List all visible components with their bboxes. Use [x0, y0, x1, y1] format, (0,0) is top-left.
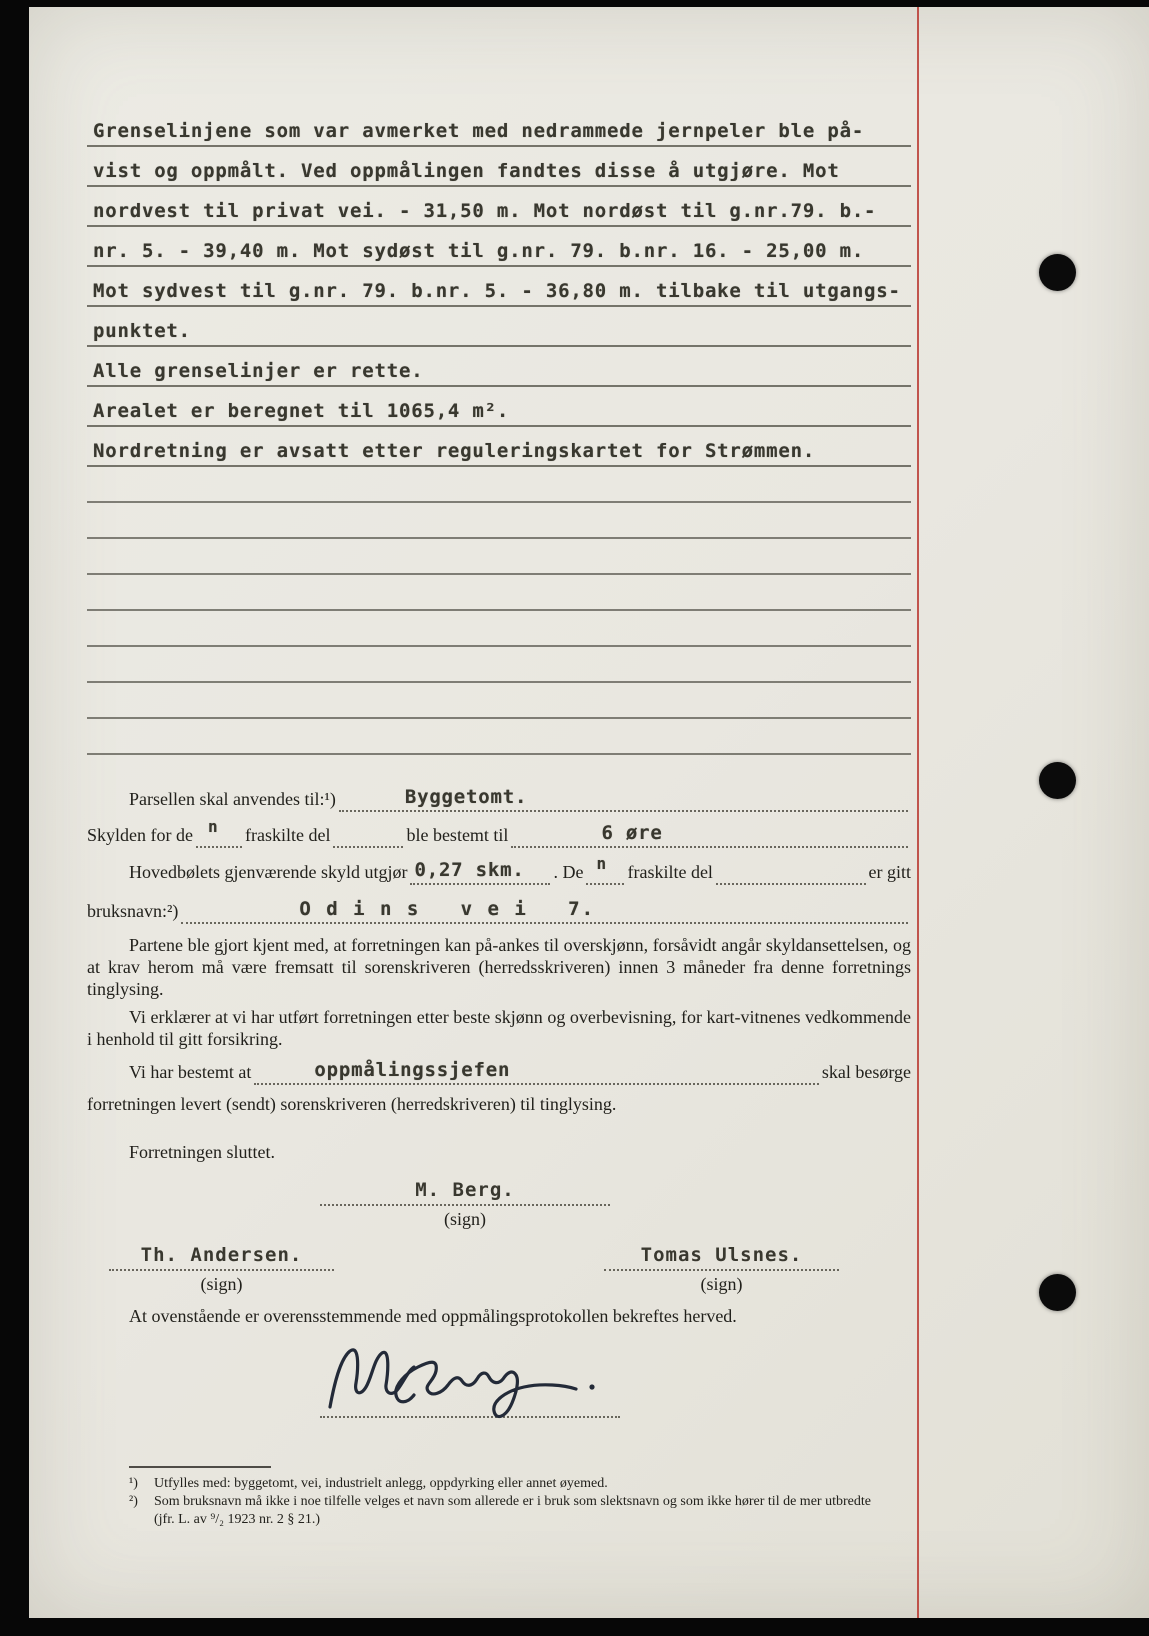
surveyor-signature-block — [320, 1179, 610, 1230]
blank-rule-line — [87, 683, 911, 719]
bestemt-suffix: skal besørge — [821, 1062, 911, 1082]
blank-rule-line — [87, 539, 911, 575]
skyld-mid: fraskilte del — [244, 825, 331, 845]
skyld-prefix: Skylden for de — [87, 825, 193, 845]
bruksnavn-row — [87, 897, 911, 924]
hoved-sup-value: n — [596, 854, 607, 873]
hoved-mid: . De — [553, 862, 584, 882]
handwritten-signature-block — [320, 1329, 620, 1418]
skyld-mid2: ble bestemt til — [406, 825, 509, 845]
footnote-1-text: Utfylles med: byggetomt, vei, industrielt anlegg, oppdyrking eller annet øyemed. — [154, 1476, 608, 1491]
skyld-fill-1 — [333, 821, 403, 848]
skyld-sup-fill — [196, 817, 242, 848]
witness-signature-row — [87, 1244, 911, 1295]
hoved-row — [87, 854, 911, 885]
bestemt-value: oppmålingssjefen — [314, 1059, 511, 1081]
witness-left-block — [109, 1244, 334, 1295]
blank-rule-line — [87, 575, 911, 611]
punch-hole-middle — [1039, 762, 1076, 799]
skyld-row — [87, 817, 911, 848]
handwritten-signature-rule — [320, 1416, 620, 1418]
blank-rule-line — [87, 503, 911, 539]
bruksnavn-label: bruksnavn:²) — [87, 901, 179, 921]
document-content — [87, 107, 911, 1529]
legal-paragraph-1: Partene ble gjort kjent med, at forretningen kan på-ankes til overskjønn, forsåvidt angår skyldansettelsen, og at krav herom må være fremsatt til sorenskriveren (herredsskriveren) innen 3 måneder fra denne forretnings tinglysing. — [87, 935, 911, 999]
purpose-label: Parsellen skal anvendes til:¹) — [129, 789, 336, 809]
footnote-2-text: Som bruksnavn må ikke i noe tilfelle velges et navn som allerede er i bruk som slektsnavn og som ikke hører til de mer utbredte (jfr. L. av ⁹/₂ 1923 nr. 2 § 21.) — [154, 1494, 871, 1527]
footnote-1 — [87, 1475, 887, 1493]
typed-line: Alle grenselinjer er rette. — [87, 347, 911, 387]
blank-rule-line — [87, 611, 911, 647]
blank-rule-line — [87, 719, 911, 755]
hoved-value: 0,27 skm. — [414, 859, 525, 881]
witness-left-sign-label: (sign) — [200, 1274, 243, 1294]
witness-right-block — [604, 1244, 839, 1295]
purpose-fill-line — [339, 785, 908, 812]
typed-line: Mot sydvest til g.nr. 79. b.nr. 5. - 36,80 m. tilbake til utgangs- — [87, 267, 911, 307]
hoved-suffix: er gitt — [868, 862, 911, 882]
witness-right-sign-label: (sign) — [700, 1274, 743, 1294]
surveyor-name: M. Berg. — [320, 1179, 610, 1206]
hoved-prefix: Hovedbølets gjenværende skyld utgjør — [129, 862, 408, 882]
purpose-row — [87, 785, 911, 812]
blank-rule-line — [87, 467, 911, 503]
hoved-mid2: fraskilte del — [627, 862, 713, 882]
skyld-fill-2 — [511, 821, 908, 848]
blank-ruled-lines — [87, 467, 911, 755]
surveyor-sign-label: (sign) — [444, 1209, 486, 1229]
typed-survey-description — [87, 107, 911, 467]
legal-paragraph-2: Vi erklærer at vi har utført forretningen etter beste skjønn og overbevisning, for kart-vitnenes vedkommende i henhold til gitt forsikring. — [87, 1007, 911, 1049]
hoved-sup-fill — [586, 854, 624, 885]
levert-line: forretningen levert (sendt) sorenskriveren (herredskriveren) til tinglysing. — [87, 1094, 617, 1114]
bestemt-prefix: Vi har bestemt at — [129, 1062, 252, 1082]
bruksnavn-value: O d i n s v e i 7. — [299, 898, 596, 920]
witness-right-name: Tomas Ulsnes. — [604, 1244, 839, 1271]
handwritten-signature-icon — [320, 1329, 620, 1424]
punch-hole-bottom — [1039, 1274, 1076, 1311]
red-margin-line — [917, 7, 919, 1618]
typed-line: Grenselinjene som var avmerket med nedrammede jernpeler ble på- — [87, 107, 911, 147]
typed-line: Nordretning er avsatt etter reguleringskartet for Strømmen. — [87, 427, 911, 467]
witness-left-name: Th. Andersen. — [109, 1244, 334, 1271]
typed-line: nordvest til privat vei. - 31,50 m. Mot nordøst til g.nr.79. b.- — [87, 187, 911, 227]
paper-sheet — [29, 7, 1149, 1618]
purpose-value: Byggetomt. — [404, 786, 528, 808]
typed-line: punktet. — [87, 307, 911, 347]
footnotes-section — [87, 1466, 911, 1529]
skyld-sup-value: n — [207, 817, 219, 836]
footnote-separator — [129, 1466, 271, 1468]
bestemt-row — [87, 1058, 911, 1085]
footnote-1-marker: ¹) — [129, 1476, 138, 1491]
hoved-fill — [716, 858, 866, 885]
hoved-value-fill — [410, 858, 550, 885]
punch-hole-top — [1039, 254, 1076, 291]
bruksnavn-fill — [181, 897, 908, 924]
confirmation-line: At ovenstående er overensstemmende med oppmålingsprotokollen bekreftes herved. — [129, 1306, 737, 1326]
footnote-2-marker: ²) — [129, 1494, 138, 1509]
typed-line: nr. 5. - 39,40 m. Mot sydøst til g.nr. 79. b.nr. 16. - 25,00 m. — [87, 227, 911, 267]
skyld-value: 6 øre — [601, 822, 663, 844]
blank-rule-line — [87, 647, 911, 683]
sluttet-line: Forretningen sluttet. — [129, 1142, 275, 1162]
typed-line: vist og oppmålt. Ved oppmålingen fandtes disse å utgjøre. Mot — [87, 147, 911, 187]
bestemt-fill — [254, 1058, 818, 1085]
footnote-2 — [87, 1493, 887, 1529]
typed-line: Arealet er beregnet til 1065,4 m². — [87, 387, 911, 427]
